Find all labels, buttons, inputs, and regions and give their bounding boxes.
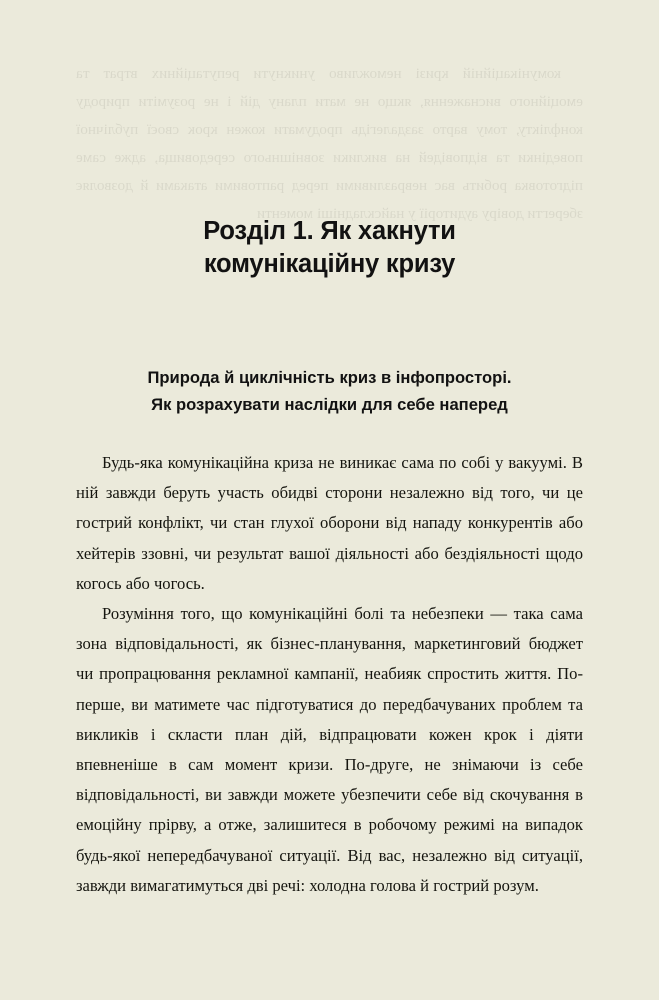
section-subtitle-line-1: Природа й циклічність криз в інфопросторі. [147,368,512,387]
section-subtitle-line-2: Як розрахувати наслідки для себе наперед [151,395,508,414]
body-text [76,418,583,901]
paragraph-2: Розуміння того, що комунікаційні болі та небезпеки — така сама зона відповідальності, як бізнес-планування, маркетинговий бюджет чи пропрацювання рекламної кампанії, неабияк спростить життя. По-перше, ви матимете час підготуватися до передбачуваних проблем та викликів і скласти план дій, відпрацювати кожен крок і діяти впевненіше в сам момент кризи. По-друге, не знімаючи із себе відповідальності, ви завжди можете убезпечити себе від скочування в емоційну прірву, а отже, залишитеся в робочому режимі на випадок будь-якої непередбачуваної ситуації. Від вас, незалежно від ситуації, завжди вимагатимуться дві речі: холодна голова й гострий розум. [76,604,583,895]
chapter-title [76,0,583,281]
showthrough-text: комунікаційній кризі неможливо уникнути репутаційних втрат та емоційного виснаження, якщо не мати плану дій і не розуміти природу конфлікту, тому варто заздалегідь продумати кожен крок своєї публічної поведінки та відповідей на виклики зовнішнього середовища, адже саме підготовка робить вас невразливими перед раптовими атаками й дозволяє зберегти довіру аудиторії у найскладніші моменти [76,65,583,222]
chapter-title-line-2: комунікаційну кризу [203,250,456,278]
section-subtitle [76,281,583,418]
paragraph-1: Будь-яка комунікаційна криза не виникає сама по собі у вакуумі. В ній завжди беруть участь обидві сторони незалежно від того, чи це гострий конфлікт, чи стан глухої оборони від нападу конкурентів або хейтерів ззовні, чи результат вашої діяльності або бездіяльності щодо когось або чогось. [76,453,583,593]
chapter-title-line-1: Розділ 1. Як хакнути [203,217,456,245]
